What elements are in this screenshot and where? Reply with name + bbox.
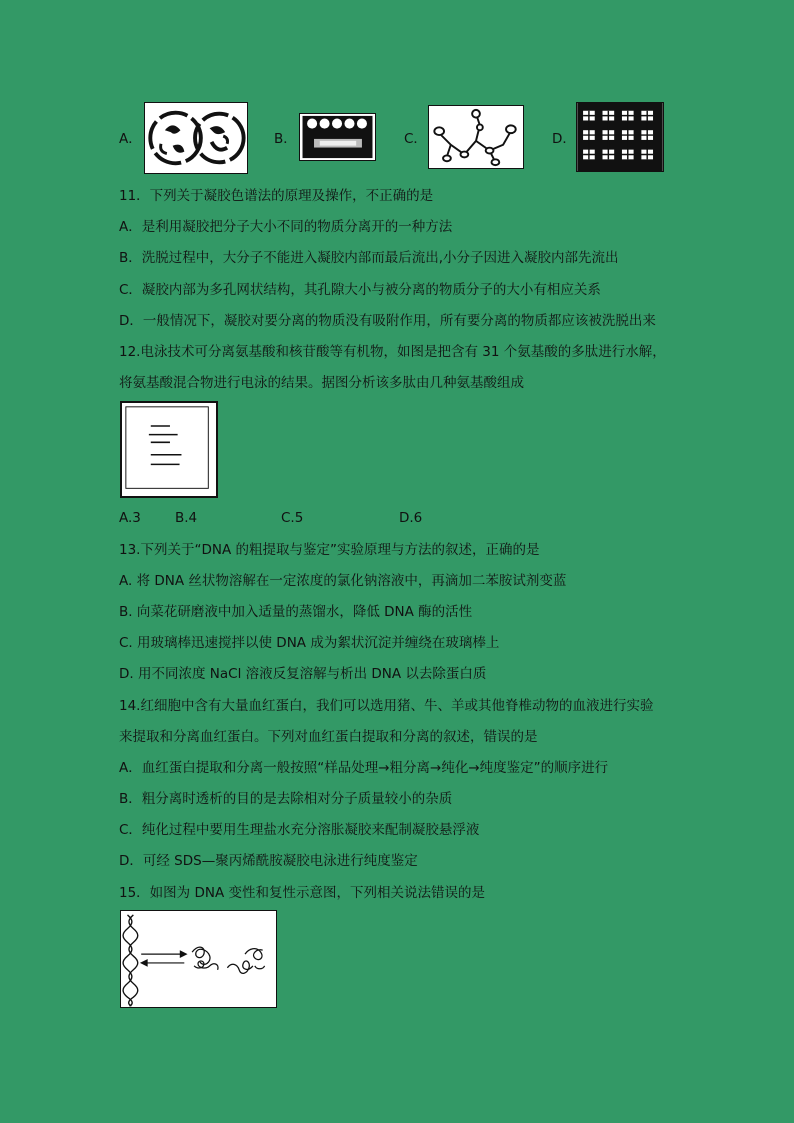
q15-stem: 15．如图为 DNA 变性和复性示意图，下列相关说法错误的是 [119, 885, 485, 901]
q10-option-d-label: D． [552, 131, 576, 147]
q13-option-a: A. 将 DNA 丝状物溶解在一定浓度的氯化钠溶液中，再滴加二苯胺试剂变蓝 [119, 573, 567, 589]
q10-option-b-label: B． [274, 131, 297, 147]
q11-option-d: D．一般情况下，凝胶对要分离的物质没有吸附作用，所有要分离的物质都应该被洗脱出来 [119, 313, 656, 329]
q10-option-d-figure [576, 102, 664, 172]
q13-stem: 13.下列关于“DNA 的粗提取与鉴定”实验原理与方法的叙述，正确的是 [119, 542, 540, 558]
q10-option-c-figure [428, 105, 524, 169]
q10-option-a-figure [144, 102, 248, 174]
q12-electrophoresis-figure [120, 401, 218, 498]
q12-option-c: C.5 [281, 510, 304, 526]
q14-option-d: D．可经 SDS—聚丙烯酰胺凝胶电泳进行纯度鉴定 [119, 853, 418, 869]
q14-option-c: C．纯化过程中要用生理盐水充分溶胀凝胶来配制凝胶悬浮液 [119, 822, 480, 838]
q14-option-a: A．血红蛋白提取和分离一般按照“样品处理→粗分离→纯化→纯度鉴定”的顺序进行 [119, 760, 609, 776]
q10-option-a-label: A． [119, 131, 142, 147]
q11-stem: 11．下列关于凝胶色谱法的原理及操作，不正确的是 [119, 188, 434, 204]
q10-option-b-figure [299, 113, 376, 161]
q14-option-b: B．粗分离时透析的目的是去除相对分子质量较小的杂质 [119, 791, 453, 807]
q11-option-b: B．洗脱过程中，大分子不能进入凝胶内部而最后流出,小分子因进入凝胶内部先流出 [119, 250, 619, 266]
q12-option-d: D.6 [399, 510, 423, 526]
q13-option-b: B. 向菜花研磨液中加入适量的蒸馏水，降低 DNA 酶的活性 [119, 604, 473, 620]
q14-stem-line1: 14.红细胞中含有大量血红蛋白，我们可以选用猪、牛、羊或其他脊椎动物的血液进行实验 [119, 698, 654, 714]
q12-stem-line2: 将氨基酸混合物进行电泳的结果。据图分析该多肽由几种氨基酸组成 [119, 375, 524, 391]
q11-option-c: C．凝胶内部为多孔网状结构，其孔隙大小与被分离的物质分子的大小有相应关系 [119, 282, 601, 298]
q14-stem-line2: 来提取和分离血红蛋白。下列对血红蛋白提取和分离的叙述，错误的是 [119, 729, 538, 745]
q12-option-a: A.3 [119, 510, 141, 526]
q13-option-c: C. 用玻璃棒迅速搅拌以使 DNA 成为絮状沉淀并缠绕在玻璃棒上 [119, 635, 500, 651]
q12-option-b: B.4 [175, 510, 198, 526]
q15-dna-denaturation-figure [120, 910, 277, 1008]
q12-stem-line1: 12.电泳技术可分离氨基酸和核苷酸等有机物，如图是把含有 31 个氨基酸的多肽进行水解， [119, 344, 666, 360]
q10-option-c-label: C． [404, 131, 427, 147]
q13-option-d: D. 用不同浓度 NaCl 溶液反复溶解与析出 DNA 以去除蛋白质 [119, 666, 487, 682]
q11-option-a: A．是利用凝胶把分子大小不同的物质分离开的一种方法 [119, 219, 453, 235]
